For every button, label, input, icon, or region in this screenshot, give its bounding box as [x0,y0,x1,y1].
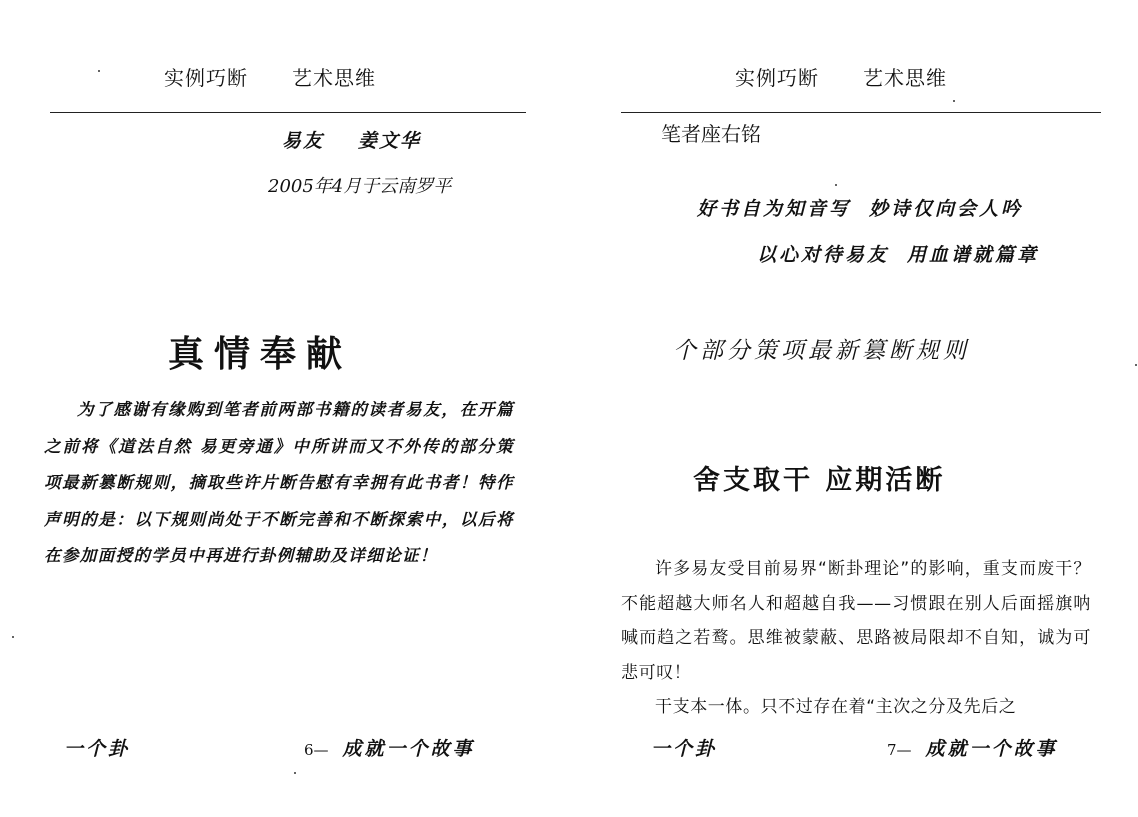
body-paragraph-2: 干支本一体。只不过存在着“主次之分及先后之 [655,697,1017,717]
footer-right [304,734,475,761]
header-rule [621,112,1101,113]
footer-right-text: 成就一个故事 [925,738,1058,760]
handwritten-title: 个部分策项最新篡断规则 [673,338,970,364]
motto-heading: 笔者座右铭 [661,122,761,146]
scan-speck [953,100,955,102]
page-number: 6— [304,741,329,759]
date-line: 2005年4月于云南罗平 [268,176,452,197]
header-part-2: 艺术思维 [292,66,376,90]
motto-line-2b: 用血谱就篇章 [907,244,1040,266]
scan-speck [12,636,14,638]
header-part-2: 艺术思维 [863,66,947,90]
chapter-title: 舍支取干 应期活断 [693,465,946,496]
footer-right [887,734,1058,761]
header-rule [50,112,526,113]
motto-line-1a: 好书自为知音写 [697,198,852,220]
footer-left: 一个卦 [64,738,131,760]
motto-line-2a: 以心对待易友 [757,244,890,266]
page-number: 7— [887,741,912,759]
body-paragraph-1: 许多易友受目前易界“断卦理论”的影响，重支而废干？不能超越大师名人和超越自我——习惯跟在别人后面摇旗呐喊而趋之若鹜。思维被蒙蔽、思路被局限却不自知，诚为可悲可叹！ [621,559,1091,683]
scan-speck [294,772,296,774]
scan-speck [1135,364,1137,366]
dedication-paragraph: 为了感谢有缘购到笔者前两部书籍的读者易友，在开篇之前将《道法自然 易更旁通》中所讲而又不外传的部分策项最新篡断规则，摘取些许片断告慰有幸拥有此书者！特作声明的是：以下规则尚处于不断完善和不断探索中，以后将在参加面授的学员中再进行卦例辅助及详细论证！ [44,400,514,565]
right-page [569,0,1138,817]
footer-right-text: 成就一个故事 [342,738,475,760]
motto-line-1b: 妙诗仅向会人吟 [869,198,1024,220]
motto-line-2 [757,240,1039,267]
author-prefix: 易友 [282,130,325,152]
author-name: 姜文华 [358,130,422,152]
header-part-1: 实例巧断 [164,66,248,90]
running-header [735,62,947,91]
scan-speck [98,70,100,72]
running-header [164,62,376,91]
section-title: 真情奉献 [168,334,353,375]
motto-line-1 [697,194,1023,221]
footer-left: 一个卦 [651,738,718,760]
author-line [282,126,421,153]
scan-speck [835,184,837,186]
header-part-1: 实例巧断 [735,66,819,90]
